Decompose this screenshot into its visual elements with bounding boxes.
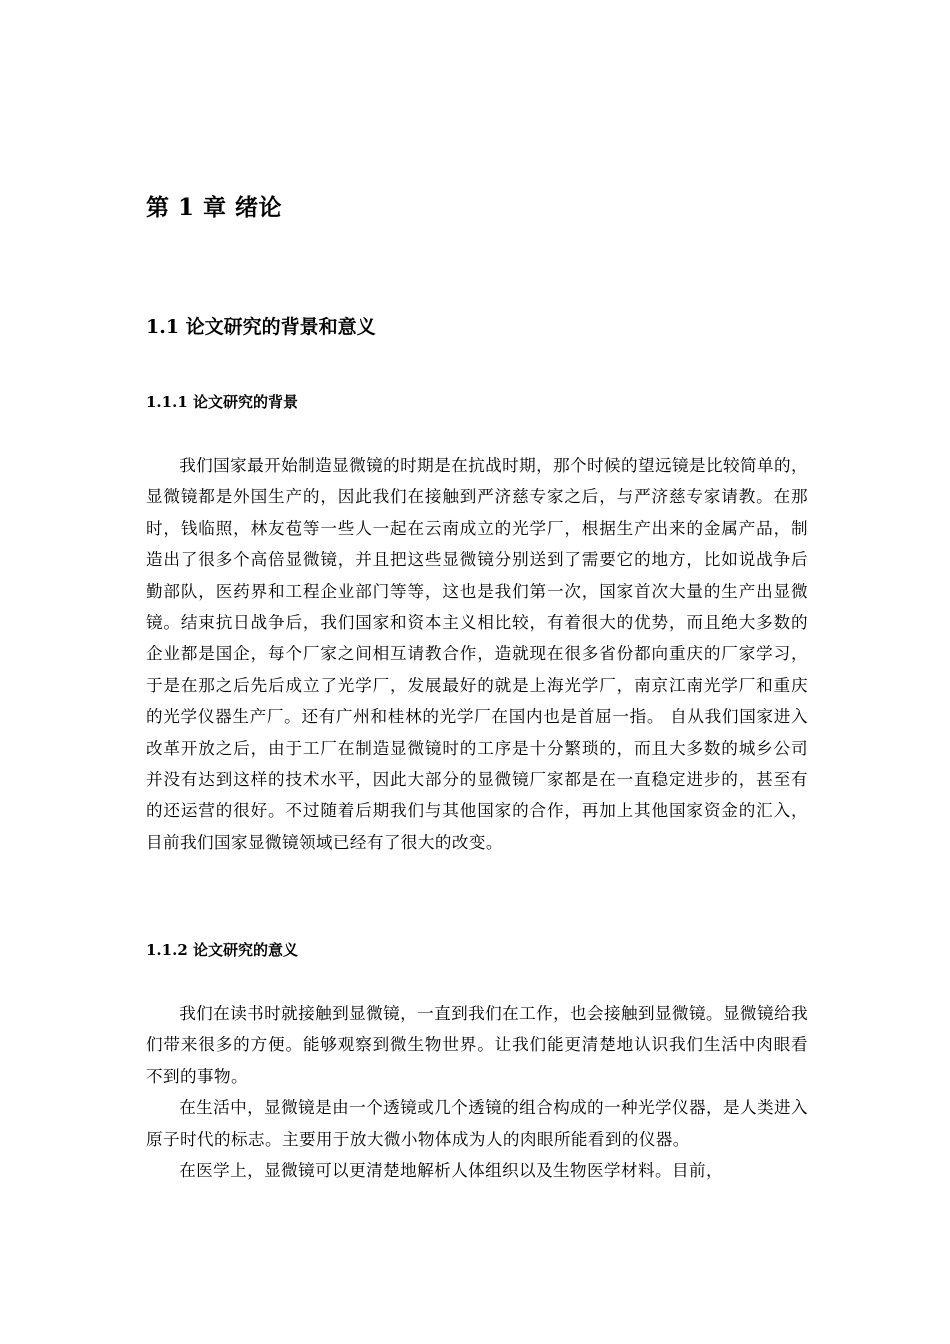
chapter-title: 第 1 章 绪论 bbox=[146, 194, 283, 221]
background-paragraph: 我们国家最开始制造显微镜的时期是在抗战时期，那个时候的望远镜是比较简单的，显微镜都是外国生产的，因此我们在接触到严济慈专家之后，与严济慈专家请教。在那时，钱临照，林友苞等一些人一起在云南成立的光学厂，根据生产出来的金属产品，制造出了很多个高倍显微镜，并且把这些显微镜分别送到了需要它的地方，比如说战争后勤部队，医药界和工程企业部门等等，这也是我们第一次，国家首次大量的生产出显微镜。结束抗日战争后，我们国家和资本主义相比较，有着很大的优势，而且绝大多数的企业都是国企，每个厂家之间相互请教合作，造就现在很多省份都向重庆的厂家学习，于是在那之后先后成立了光学厂，发展最好的就是上海光学厂，南京江南光学厂和重庆的光学仪器生产厂。还有广州和桂林的光学厂在国内也是首屈一指。 自从我们国家进入改革开放之后，由于工厂在制造显微镜时的工序是十分繁琐的，而且大多数的城乡公司并没有达到这样的技术水平，因此大部分的显微镜厂家都是在一直稳定进步的，甚至有的还运营的很好。不过随着后期我们与其他国家的合作，再加上其他国家资金的汇入，目前我们国家显微镜领域已经有了很大的改变。 bbox=[146, 456, 808, 852]
significance-paragraph-3: 在医学上，显微镜可以更清楚地解析人体组织以及生物医学材料。目前， bbox=[179, 1161, 723, 1181]
subsection-title-1-1-2: 1.1.2 论文研究的意义 bbox=[146, 941, 298, 959]
subsection-title-1-1-1: 1.1.1 论文研究的背景 bbox=[146, 393, 298, 411]
background-body bbox=[146, 450, 808, 858]
significance-body bbox=[146, 998, 808, 1186]
section-title-1-1: 1.1 论文研究的背景和意义 bbox=[146, 316, 376, 338]
significance-paragraph-2: 在生活中，显微镜是由一个透镜或几个透镜的组合构成的一种光学仪器，是人类进入原子时代的标志。主要用于放大微小物体成为人的肉眼所能看到的仪器。 bbox=[146, 1098, 808, 1149]
significance-paragraph-1: 我们在读书时就接触到显微镜，一直到我们在工作，也会接触到显微镜。显微镜给我们带来很多的方便。能够观察到微生物世界。让我们能更清楚地认识我们生活中肉眼看不到的事物。 bbox=[146, 1004, 808, 1086]
